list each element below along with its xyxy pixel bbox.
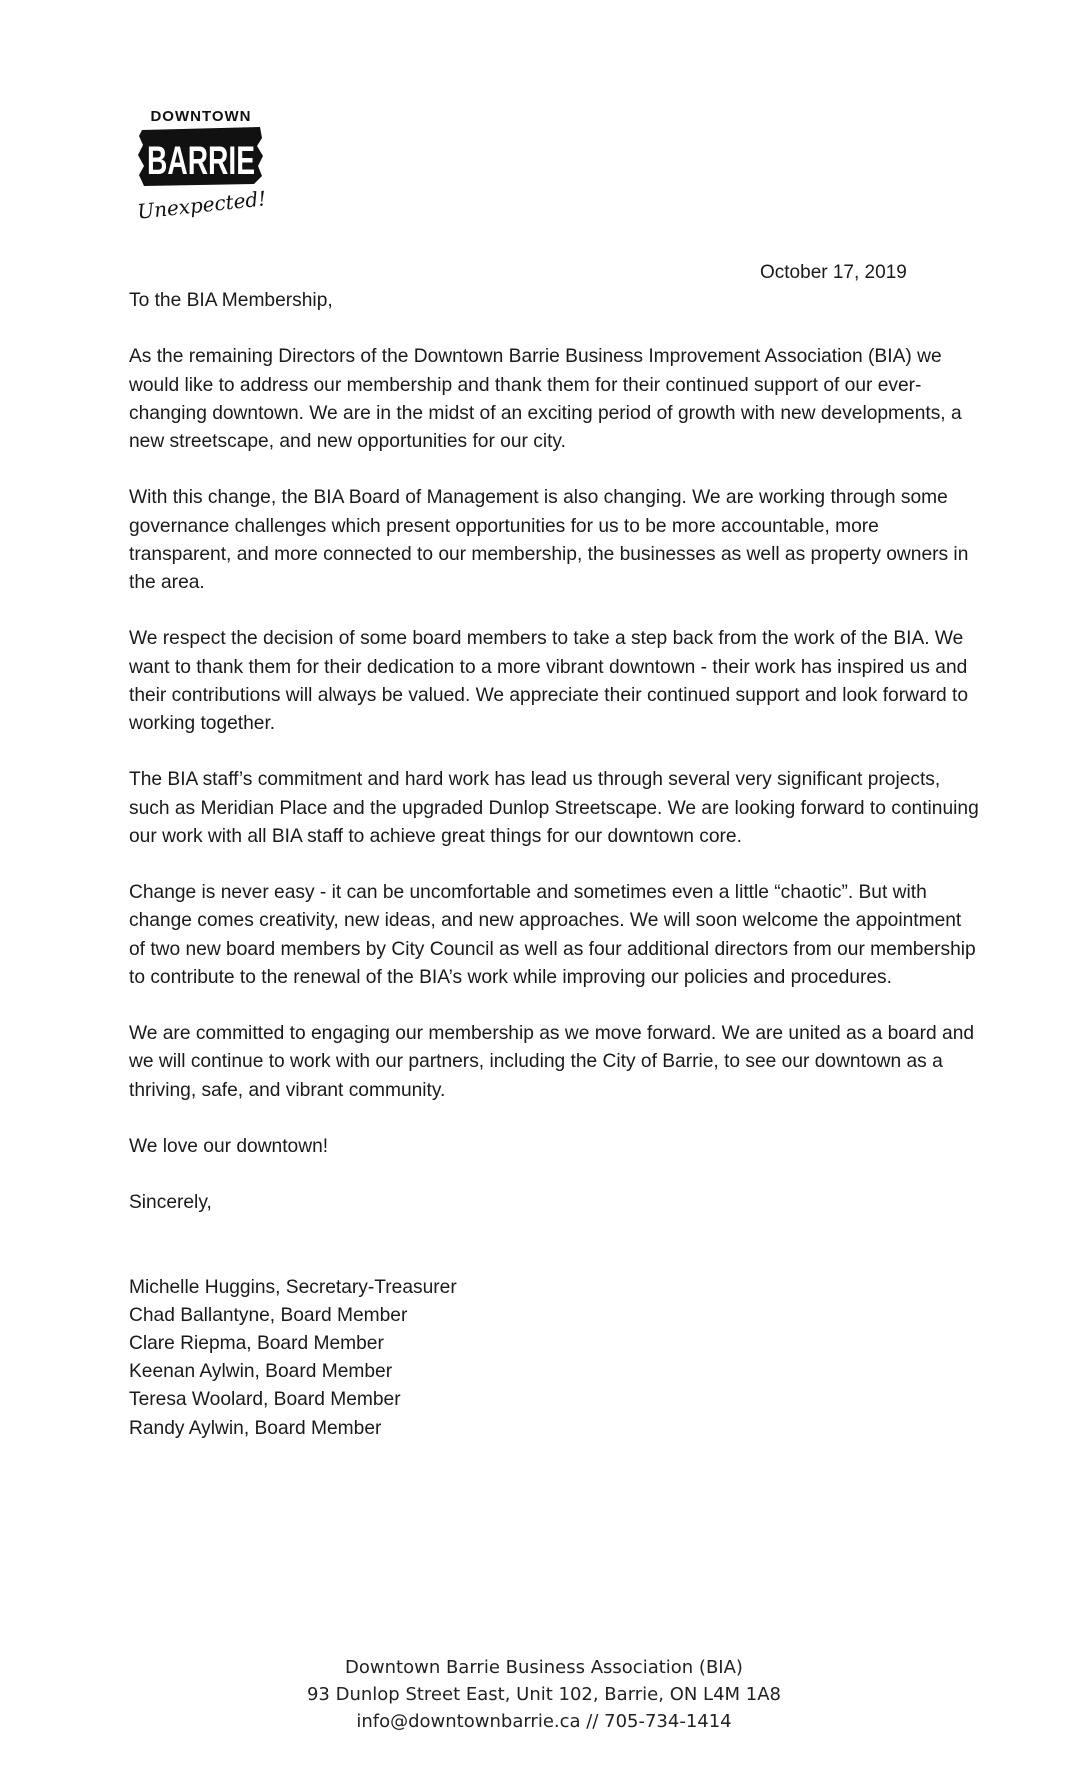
- paragraph: Change is never easy - it can be uncomfortable and sometimes even a little “chaotic”. But with change comes creativity, new ideas, and new approaches. We will soon welcome the appointment of two new board members by City Council as well as four additional directors from our membership to contribute to the renewal of the BIA’s work while improving our policies and procedures.: [129, 882, 976, 988]
- signatory: Chad Ballantyne, Board Member: [129, 1304, 408, 1326]
- logo-tagline: Unexpected!: [136, 186, 268, 224]
- signatory-list: [129, 1274, 979, 1443]
- paragraph: We respect the decision of some board members to take a step back from the work of the BIA. We want to thank them for their dedication to a more vibrant downtown - their work has inspired us and their contributions will always be valued. We appreciate their continued support and look forward to working together.: [129, 628, 969, 734]
- paragraph: The BIA staff’s commitment and hard work has lead us through several very significant projects, such as Meridian Place and the upgraded Dunlop Streetscape. We are looking forward to continuing our work with all BIA staff to achieve great things for our downtown core.: [129, 769, 979, 847]
- letter-body: [129, 287, 979, 1443]
- paragraph: With this change, the BIA Board of Management is also changing. We are working through some governance challenges which present opportunities for us to be more accountable, more transparent, and more connected to our membership, the businesses as well as property owners in the area.: [129, 487, 969, 593]
- footer-contact: info@downtownbarrie.ca // 705-734-1414: [356, 1711, 732, 1732]
- signatory: Teresa Woolard, Board Member: [129, 1389, 401, 1411]
- downtown-barrie-logo: [136, 100, 266, 230]
- footer-address: 93 Dunlop Street East, Unit 102, Barrie, ON L4M 1A8: [306, 1684, 781, 1705]
- closing: Sincerely,: [129, 1192, 212, 1214]
- signatory: Keenan Aylwin, Board Member: [129, 1361, 393, 1383]
- logo-main-text: BARRIE: [147, 139, 255, 183]
- letter-date: October 17, 2019: [760, 262, 907, 283]
- salutation: To the BIA Membership,: [129, 290, 333, 311]
- logo-top-text: DOWNTOWN: [150, 108, 252, 125]
- paragraph: We love our downtown!: [129, 1135, 329, 1157]
- signatory: Michelle Huggins, Secretary-Treasurer: [129, 1276, 457, 1298]
- paragraph: We are committed to engaging our membership as we move forward. We are united as a board and we will continue to work with our partners, including the City of Barrie, to see our downtown as a thriving, safe, and vibrant community.: [129, 1023, 975, 1101]
- signatory: Clare Riepma, Board Member: [129, 1332, 384, 1354]
- paragraph: As the remaining Directors of the Downtown Barrie Business Improvement Association (BIA) we would like to address our membership and thank them for their continued support of our ever-changing downtown. We are in the midst of an exciting period of growth with new developments, a new streetscape, and new opportunities for our city.: [129, 346, 962, 452]
- footer-organization: Downtown Barrie Business Association (BIA): [345, 1657, 743, 1678]
- letter-footer: [0, 1654, 1088, 1735]
- signatory: Randy Aylwin, Board Member: [129, 1417, 382, 1439]
